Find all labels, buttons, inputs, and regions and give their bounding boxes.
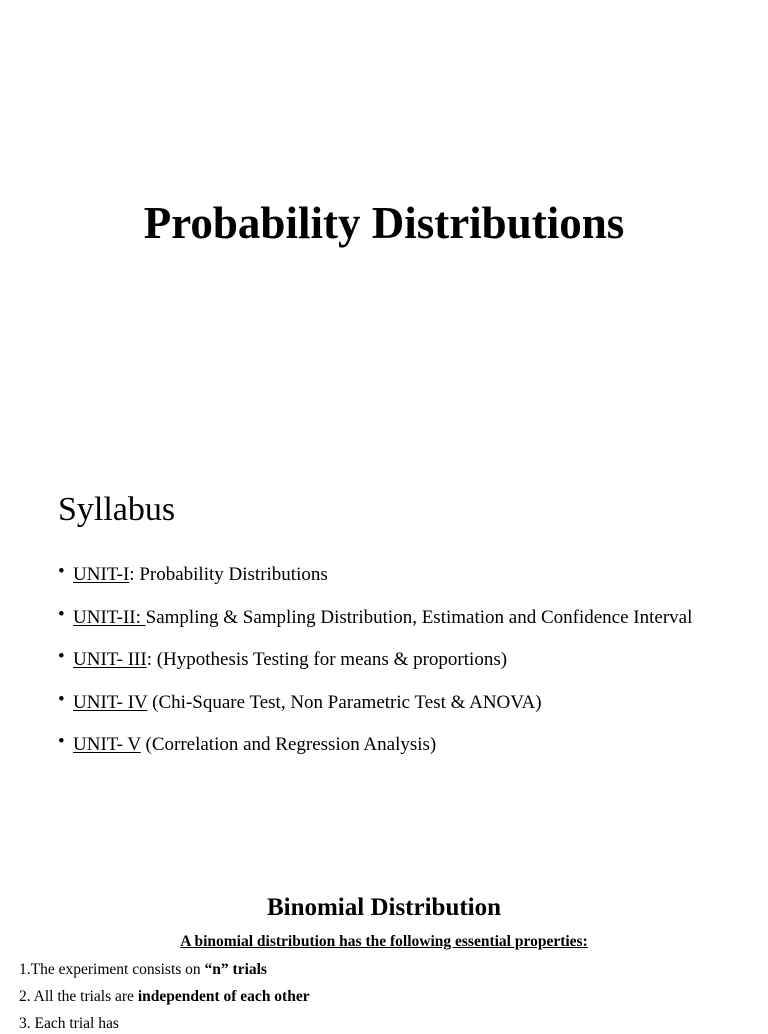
- unit-description: (Correlation and Regression Analysis): [140, 734, 437, 755]
- property-line-2: [19, 987, 310, 1007]
- property-line-3: [19, 1014, 119, 1034]
- unit-code: UNIT- IV: [73, 691, 148, 713]
- bullet-icon: •: [58, 688, 65, 710]
- unit-code: UNIT-I: [73, 564, 130, 585]
- property-emphasis: independent of each other: [137, 988, 310, 1005]
- unit-item-3: [58, 646, 692, 689]
- unit-item-5: [58, 731, 692, 774]
- unit-code: UNIT-II:: [73, 606, 146, 628]
- slide-title: Probability Distributions: [143, 198, 625, 249]
- unit-item-2: [58, 604, 692, 647]
- property-text: 1.The experiment consists on: [19, 961, 205, 978]
- unit-code: UNIT- V: [73, 734, 141, 755]
- unit-item-4: [58, 689, 692, 732]
- unit-list: [58, 561, 692, 774]
- unit-description: (Chi-Square Test, Non Parametric Test & ANOVA): [147, 691, 542, 713]
- unit-description: : Probability Distributions: [129, 564, 328, 585]
- property-text: 3. Each trial has: [19, 1015, 119, 1032]
- property-text: 2. All the trials are: [19, 988, 138, 1005]
- bullet-icon: •: [58, 561, 65, 582]
- binomial-slide: [0, 860, 768, 1032]
- unit-description: : (Hypothesis Testing for means & proportions): [146, 649, 508, 670]
- bullet-icon: •: [58, 646, 65, 667]
- property-line-1: [19, 960, 267, 980]
- syllabus-slide: [0, 440, 768, 860]
- bullet-icon: •: [58, 603, 65, 625]
- binomial-title: Binomial Distribution: [266, 894, 502, 921]
- binomial-subtitle: A binomial distribution has the following essential properties:: [180, 933, 588, 950]
- property-emphasis: “n” trials: [204, 961, 267, 978]
- unit-item-1: [58, 561, 692, 604]
- bullet-icon: •: [58, 731, 65, 752]
- unit-description: Sampling & Sampling Distribution, Estimation and Confidence Interval: [145, 606, 693, 628]
- title-slide: [0, 0, 768, 440]
- syllabus-heading: Syllabus: [58, 491, 176, 528]
- unit-code: UNIT- III: [73, 649, 147, 670]
